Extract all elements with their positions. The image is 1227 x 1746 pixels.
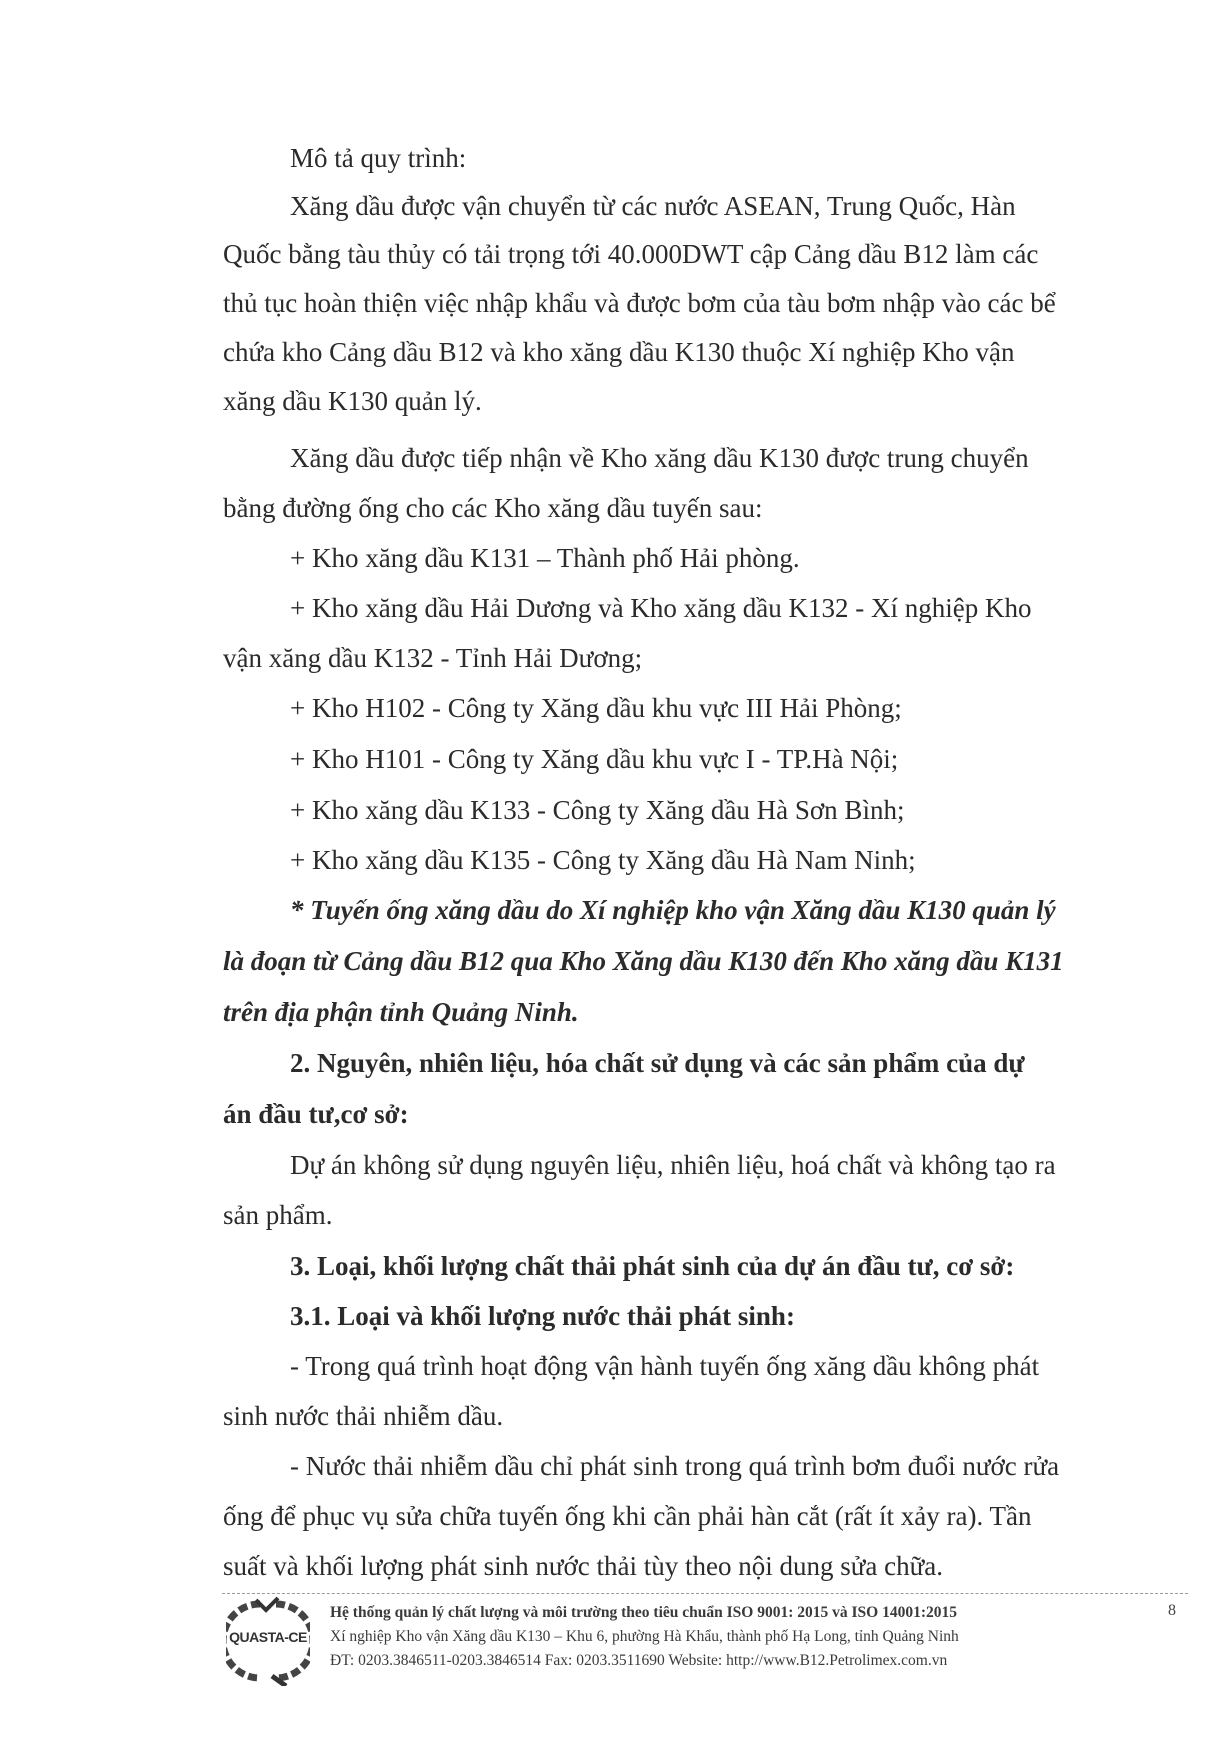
paragraph-line: sản phẩm. [223, 1200, 333, 1230]
footer-contact-line: ĐT: 0203.3846511-0203.3846514 Fax: 0203.3511690 Website: http://www.B12.Petrolimex.com.vn [330, 1652, 948, 1669]
footer-divider [222, 1593, 1188, 1594]
paragraph-line: Quốc bằng tàu thủy có tải trọng tới 40.000DWT cập Cảng dầu B12 làm các [223, 239, 1039, 269]
list-item: vận xăng dầu K132 - Tỉnh Hải Dương; [223, 643, 643, 673]
section-heading-3-1: 3.1. Loại và khối lượng nước thải phát sinh: [290, 1301, 795, 1331]
footer-address-line: Xí nghiệp Kho vận Xăng dầu K130 – Khu 6, phường Hà Khẩu, thành phố Hạ Long, tỉnh Quảng Ninh [330, 1628, 959, 1645]
list-item: + Kho xăng dầu K133 - Công ty Xăng dầu Hà Sơn Bình; [290, 795, 905, 825]
pipeline-note: * Tuyến ống xăng dầu do Xí nghiệp kho vận Xăng dầu K130 quản lý [290, 895, 1056, 925]
pipeline-note: là đoạn từ Cảng dầu B12 qua Kho Xăng dầu K130 đến Kho xăng dầu K131 [223, 946, 1064, 976]
paragraph-line: - Nước thải nhiễm dầu chỉ phát sinh trong quá trình bơm đuổi nước rửa [290, 1451, 1060, 1481]
page-number: 8 [1168, 1602, 1176, 1619]
quasta-logo [226, 1596, 310, 1686]
paragraph-line: thủ tục hoàn thiện việc nhập khẩu và được bơm của tàu bơm nhập vào các bể [223, 288, 1056, 318]
paragraph-line: Dự án không sử dụng nguyên liệu, nhiên liệu, hoá chất và không tạo ra [290, 1150, 1056, 1180]
pipeline-note: trên địa phận tỉnh Quảng Ninh. [223, 997, 579, 1027]
footer-iso-line: Hệ thống quản lý chất lượng và môi trường theo tiêu chuẩn ISO 9001: 2015 và ISO 14001:2015 [330, 1604, 957, 1621]
paragraph-line: Xăng dầu được vận chuyển từ các nước ASEAN, Trung Quốc, Hàn [290, 191, 1016, 221]
paragraph-line: suất và khối lượng phát sinh nước thải tùy theo nội dung sửa chữa. [223, 1551, 943, 1581]
list-item: + Kho xăng dầu Hải Dương và Kho xăng dầu K132 - Xí nghiệp Kho [290, 593, 1032, 623]
section-heading-3: 3. Loại, khối lượng chất thải phát sinh của dự án đầu tư, cơ sở: [290, 1251, 1015, 1281]
paragraph-line: chứa kho Cảng dầu B12 và kho xăng dầu K130 thuộc Xí nghiệp Kho vận [223, 337, 1015, 367]
list-item: + Kho xăng dầu K135 - Công ty Xăng dầu Hà Nam Ninh; [290, 845, 916, 875]
logo-text: QUASTA-CE [229, 1629, 307, 1645]
list-item: + Kho xăng dầu K131 – Thành phố Hải phòng. [290, 543, 800, 573]
process-description-label: Mô tả quy trình: [290, 143, 467, 173]
list-item: + Kho H101 - Công ty Xăng dầu khu vực I - TP.Hà Nội; [290, 744, 899, 774]
section-heading-2: án đầu tư,cơ sở: [223, 1099, 409, 1129]
paragraph-line: xăng dầu K130 quản lý. [223, 386, 482, 416]
paragraph-line: - Trong quá trình hoạt động vận hành tuyến ống xăng dầu không phát [290, 1351, 1040, 1381]
section-heading-2: 2. Nguyên, nhiên liệu, hóa chất sử dụng và các sản phẩm của dự [290, 1048, 1025, 1078]
paragraph-line: bằng đường ống cho các Kho xăng dầu tuyến sau: [223, 493, 763, 523]
paragraph-line: ống để phục vụ sửa chữa tuyến ống khi cần phải hàn cắt (rất ít xảy ra). Tần [223, 1501, 1032, 1531]
paragraph-line: sinh nước thải nhiễm dầu. [223, 1401, 504, 1431]
paragraph-line: Xăng dầu được tiếp nhận về Kho xăng dầu K130 được trung chuyển [290, 443, 1029, 473]
list-item: + Kho H102 - Công ty Xăng dầu khu vực III Hải Phòng; [290, 693, 902, 723]
